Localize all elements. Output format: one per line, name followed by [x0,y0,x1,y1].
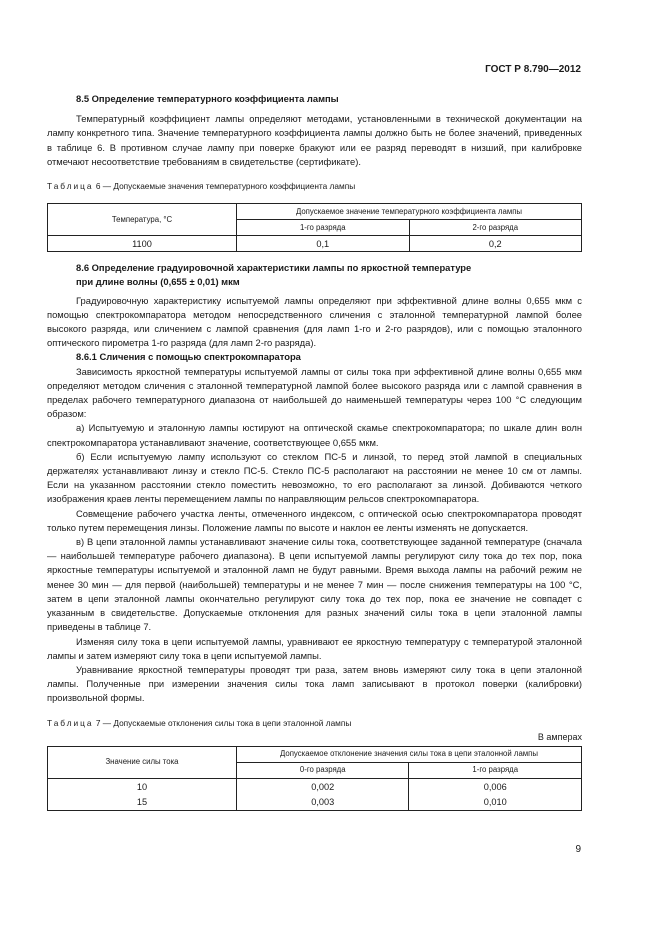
table7 [47,746,582,811]
standard-code: ГОСТ Р 8.790—2012 [485,64,581,75]
section-8-6-1-heading: 8.6.1 Сличения с помощью спектрокомпаратора [76,351,301,363]
table7-caption [47,716,582,730]
table6-caption-prefix: Таблица [47,181,94,192]
paragraph: Зависимость яркостной температуры испытуемой лампы от силы тока при эффективной длине волны 0,655 мкм определяют методом сличения с эталонной температурной лампой более высокого разряда или с лампой сравнения в пределах рабочего температурного диапазона от наибольшей до наименьшей температуры через 100 °С следующим образом: [47,365,582,420]
table7-cell-current: 15 [48,794,237,810]
table6-cell-temperature: 1100 [48,236,237,252]
table7-cell-cat1: 0,010 [409,794,582,810]
page-content [47,92,582,811]
table6-cell-cat1: 0,1 [237,236,410,252]
table6-header-cat1: 1-го разряда [237,220,410,236]
page-number: 9 [575,844,581,855]
table6-header-temperature: Температура, °С [48,204,237,236]
section-8-5-paragraph: Температурный коэффициент лампы определяют методами, установленными в технической документации на лампу конкретного типа. Значение температурного коэффициента лампы должно быть не более значений, приведенных в таблице 6. В противном случае лампу при поверке бракуют или ее разряд переводят в низший, при калибровке отмечают несоответствие требованиям в свидетельстве (сертификате). [47,113,582,167]
paragraph: а) Испытуемую и эталонную лампы юстируют на оптической скамье спектрокомпаратора; по шкале длин волн спектрокомпаратора устанавливают значение, соответствующее 0,655 мкм. [47,422,582,448]
paragraph: в) В цепи эталонной лампы устанавливают значение силы тока, соответствующее заданной температуре (сначала — наибольшей температуре рабочего диапазона). В цепи испытуемой лампы регулируют силу тока до тех пор, пока яркостные температуры испытуемой и эталонной ламп не будут равными. Время выхода лампы на рабочий режим не менее 30 мин — для первой (наибольшей) температуры и не менее 7 мин — после снижения температуры на 100 °С, затем в цепи эталонной лампы окончательно регулируют силу тока до тех пор, пока ее значение не совпадет с указанным в свидетельстве. Допускаемые отклонения для разных значений силы тока в цепи эталонной лампы приведены в таблице 7. [47,536,582,633]
table6-caption-text: 6 — Допускаемые значения температурного коэффициента лампы [93,181,356,192]
section-8-6-paragraph: Градуировочную характеристику испытуемой лампы определяют при эффективной длине волны 0,655 мкм с помощью спектрокомпаратора методом непосредственного сличения с эталонной температурной лампой более высокого разряда, или сличением с лампой сравнения (для ламп 1-го и 2-го разрядов), или с помощью эталонного оптического пирометра 1-го разряда (для ламп 2-го разряда). [47,294,582,349]
table6-header-cat2: 2-го разряда [409,220,582,236]
table-row [48,236,582,252]
table7-caption-text: 7 — Допускаемые отклонения силы тока в цепи эталонной лампы [93,717,352,728]
table6 [47,203,582,252]
table7-header-cat0: 0-го разряда [237,762,409,778]
table7-cell-cat1: 0,006 [409,778,582,794]
paragraph: Изменяя силу тока в цепи испытуемой лампы, уравнивают ее яркостную температуру с температурой эталонной лампы и затем измеряют силу тока в цепи испытуемой лампы. [47,635,582,661]
table6-header-allowed: Допускаемое значение температурного коэффициента лампы [237,204,582,220]
table6-cell-cat2: 0,2 [409,236,582,252]
table7-header-cat1: 1-го разряда [409,762,582,778]
section-8-6-heading-line2: при длине волны (0,655 ± 0,01) мкм [76,276,240,288]
section-8-5-heading: 8.5 Определение температурного коэффициента лампы [76,93,339,104]
table7-cell-current: 10 [48,778,237,794]
table7-caption-prefix: Таблица [47,717,94,728]
paragraph: Уравнивание яркостной температуры проводят три раза, затем вновь измеряют силу тока в цепи эталонной лампы. Полученные при измерении значения силы тока ламп записывают в протокол поверки (калибровки) произвольной формы. [47,663,582,704]
table7-header-current: Значение силы тока [48,746,237,778]
table7-header-allowed: Допускаемое отклонение значения силы тока в цепи эталонной лампы [237,746,582,762]
table7-units: В амперах [537,731,582,742]
paragraph: Совмещение рабочего участка ленты, отмеченного индексом, с оптической осью спектрокомпаратора проводят только путем перемещения линзы. Положение лампы по высоте и наклон ее ленты изменять не допускается. [47,507,582,533]
table-row [48,794,582,810]
paragraph: б) Если испытуемую лампу используют со стеклом ПС-5 и линзой, то перед этой лампой в специальных держателях устанавливают линзу и стекло ПС-5. Стекло ПС-5 располагают на расстоянии не менее 10 см от лампы. Если на указанном расстоянии стекло поместить невозможно, то его располагают за линзой. Добиваются четкого изображения краев ленты перемещением лампы по направляющим рельсов спектрокомпаратора. [47,450,582,505]
table7-cell-cat0: 0,002 [237,778,409,794]
table6-caption [47,179,582,193]
section-8-6-heading-line1: 8.6 Определение градуировочной характеристики лампы по яркостной температуре [76,262,472,274]
table7-cell-cat0: 0,003 [237,794,409,810]
table-row [48,778,582,794]
